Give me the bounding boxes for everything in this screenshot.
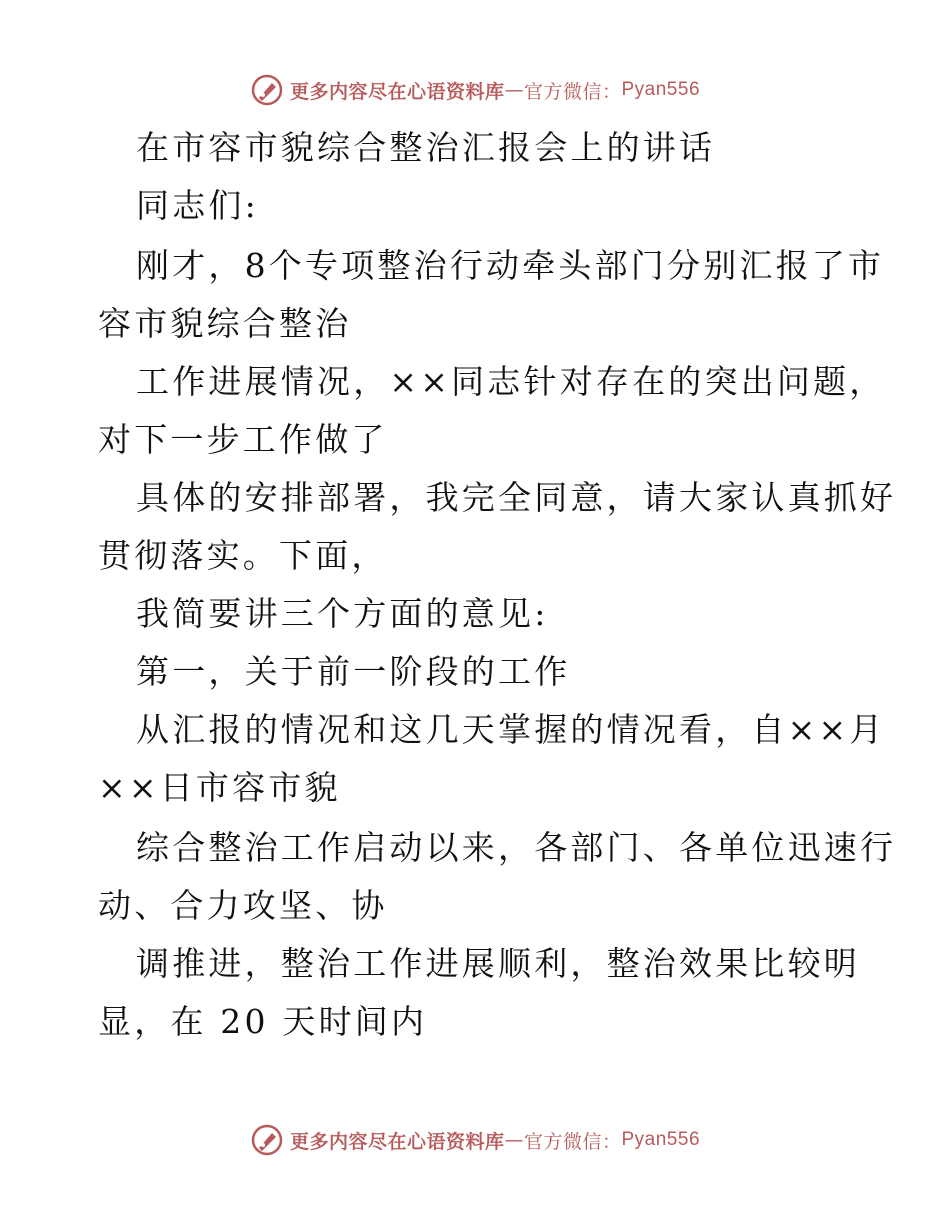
watermark-suffix: 官方微信： [523, 80, 622, 103]
text-line: 对下一步工作做了 [98, 420, 388, 459]
text-line: ××日市容市貌 [98, 768, 341, 807]
watermark-id: Pyan556 [621, 1129, 701, 1150]
section-heading: 第一，关于前一阶段的工作 [136, 652, 571, 691]
text-line: 调推进，整治工作进展顺利，整治效果比较明 [136, 944, 860, 983]
text-line: 具体的安排部署，我完全同意，请大家认真抓好 [136, 478, 897, 517]
watermark-brand: 更多内容尽在心语资料库 [289, 80, 505, 103]
text-line: 容市貌综合整治 [98, 304, 352, 343]
footer-watermark [0, 1120, 950, 1160]
text-line: 贯彻落实。下面， [98, 536, 388, 575]
text-line: 我简要讲三个方面的意见: [136, 594, 549, 633]
text-line: 综合整治工作启动以来，各部门、各单位迅速行 [136, 828, 897, 867]
document-title: 在市容市貌综合整治汇报会上的讲话 [136, 128, 716, 167]
header-watermark [0, 70, 950, 110]
watermark-separator: — [504, 1129, 524, 1151]
pen-nib-icon [250, 1123, 284, 1157]
text-line: 刚才，8个专项整治行动牵头部门分别汇报了市 [136, 246, 885, 285]
watermark-brand: 更多内容尽在心语资料库 [289, 1130, 505, 1153]
text-line: 显，在 20 天时间内 [98, 1002, 428, 1041]
watermark-separator: — [504, 79, 524, 101]
text-line: 工作进展情况，××同志针对存在的突出问题， [136, 362, 886, 401]
text-line: 同志们: [136, 186, 259, 225]
pen-nib-icon [250, 73, 284, 107]
watermark-id: Pyan556 [621, 79, 701, 100]
text-line: 动、合力攻坚、协 [98, 886, 388, 925]
watermark-suffix: 官方微信： [523, 1130, 622, 1153]
text-line: 从汇报的情况和这几天掌握的情况看，自××月 [136, 710, 886, 749]
